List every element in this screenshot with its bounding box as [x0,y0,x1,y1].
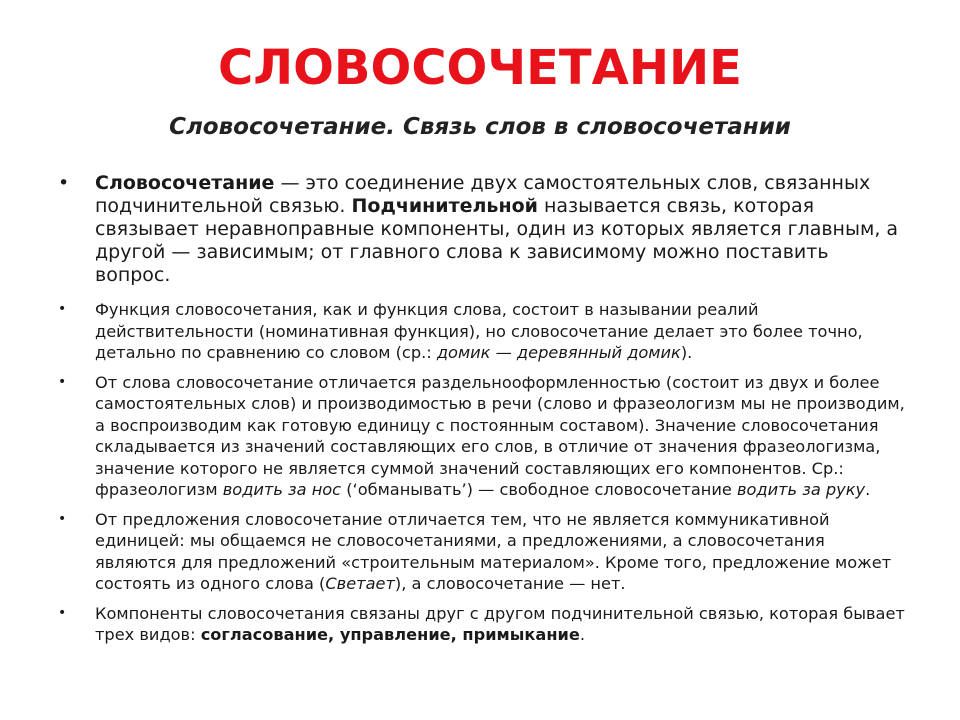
bullet-icon: • [58,373,67,390]
bullet-list [58,172,908,654]
list-item [58,372,908,501]
term-subordinate: Подчинительной [351,195,538,217]
example-text: водить за нос [222,480,342,499]
item-text: . [579,625,585,644]
item-text: От предложения словосочетание отличается тем, что не является коммуникативной единицей: мы общаемся не словосочетаниями, а предложениями, а словосочетания являются для предложений «строительным материалом». Кроме того, предложение может состоять из одного слова ( [95,509,892,593]
example-text: домик — деревянный домик [436,343,681,362]
item-text: ), а словосочетание — нет. [394,574,626,593]
item-text: Компоненты словосочетания связаны друг с другом подчинительной связью, которая бывает трех видов: [95,603,905,644]
item-text: называется связь, которая связывает неравноправные компоненты, один из которых является главным, а другой — зависимым; от главного слова к зависимому можно поставить вопрос. [95,195,899,286]
item-text: . [865,480,871,499]
bullet-icon: • [58,301,67,317]
bullet-icon: • [58,510,67,527]
list-item [58,172,908,287]
example-text: Светает [325,574,395,593]
list-item [58,509,908,595]
bullet-icon: • [58,604,67,621]
list-item [58,603,908,646]
list-item [58,299,908,364]
bullet-icon: • [58,172,70,194]
item-text: (‘обманывать’) — свободное словосочетание [341,480,737,499]
item-text: ). [680,343,693,362]
term-word-combination: Словосочетание [95,172,275,194]
term-link-types: согласование, управление, примыкание [200,625,580,644]
item-text: — это соединение двух самостоятельных слов, связанных подчинительной связью. [95,172,871,217]
item-text: От слова словосочетание отличается раздельнооформленностью (состоит из двух и более самостоятельных слов) и производимостью в речи (слово и фразеологизм мы не производим, а воспроизводим как готовую единицу с постоянным составом). Значение словосочетания складывается из значений составляющих его слов, в отличие от значения фразеологизма, значение которого не является суммой значений составляющих его компонентов. Ср.: фразеологизм [95,372,905,499]
slide-subtitle: Словосочетание. Связь слов в словосочетании [169,114,791,140]
item-text: Функция словосочетания, как и функция слова, состоит в назывании реалий действительности (номинативная функция), но словосочетание делает это более точно, детально по сравнению со словом (ср.: [95,300,863,362]
slide-title: СЛОВОСОЧЕТАНИЕ [218,40,742,96]
example-text: водить за руку [736,480,866,499]
